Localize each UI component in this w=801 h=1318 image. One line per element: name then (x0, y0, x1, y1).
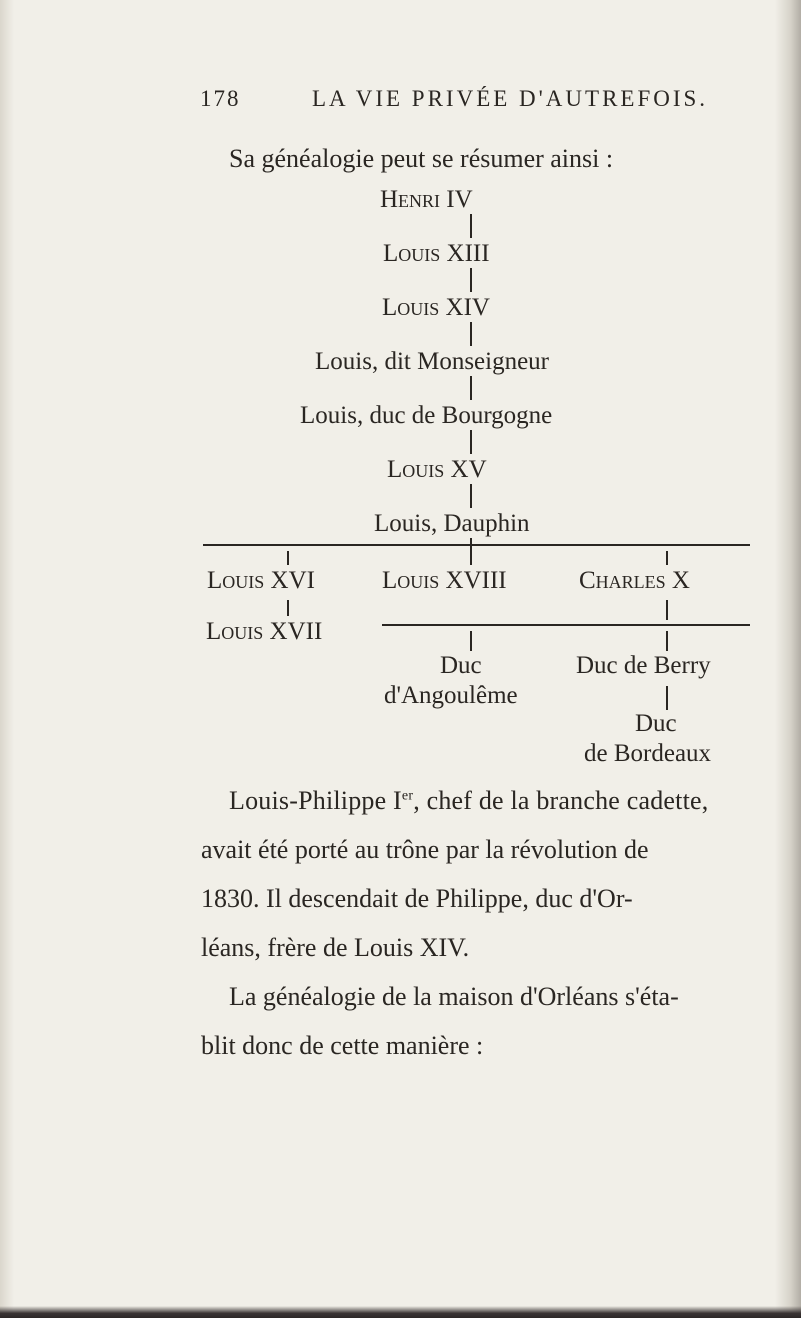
paragraph-line: La généalogie de la maison d'Orléans s'éta- (229, 982, 679, 1011)
paragraph-line: 1830. Il descendait de Philippe, duc d'Or- (201, 884, 633, 913)
node-duc-angouleme-line1: Duc (440, 652, 482, 679)
node-louis-xiii: Louis XIII (383, 240, 490, 267)
node-louis-xviii: Louis XVIII (382, 567, 507, 594)
connector-line (666, 600, 668, 620)
page-bottom-edge (0, 1306, 801, 1318)
node-louis-xvii: Louis XVII (206, 618, 323, 645)
node-henri-iv: Henri IV (380, 186, 473, 213)
node-louis-xv: Louis XV (387, 456, 487, 483)
connector-line (470, 268, 472, 292)
connector-line (470, 376, 472, 400)
node-duc-de-bourgogne: Louis, duc de Bourgogne (300, 402, 553, 429)
page-right-shadow (775, 0, 801, 1318)
paragraph-line: léans, frère de Louis XIV. (201, 933, 470, 962)
connector-line (470, 631, 472, 651)
paragraph-line: avait été porté au trône par la révolution de (201, 835, 649, 864)
node-charles-x: Charles X (579, 567, 690, 594)
connector-line (666, 551, 668, 565)
node-duc-de-berry: Duc de Berry (576, 652, 711, 679)
connector-line (287, 600, 289, 616)
node-louis-xiv: Louis XIV (382, 294, 490, 321)
connector-line (666, 631, 668, 651)
node-duc-de-bordeaux-line1: Duc (635, 710, 677, 737)
running-title: LA VIE PRIVÉE D'AUTREFOIS. (312, 86, 709, 111)
node-louis-xvi: Louis XVI (207, 567, 315, 594)
paragraph-text: Louis-Philippe I (229, 786, 402, 815)
intro-line: Sa généalogie peut se résumer ainsi : (229, 144, 614, 173)
connector-line (470, 484, 472, 508)
connector-line (470, 551, 472, 565)
paragraph-line (229, 786, 708, 816)
connector-line (470, 214, 472, 238)
connector-line (666, 686, 668, 710)
connector-line (470, 322, 472, 346)
connector-line (287, 551, 289, 565)
branch-line-charles-x (382, 624, 750, 626)
node-duc-angouleme-line2: d'Angoulême (384, 682, 518, 709)
paragraph-text: , chef de la branche cadette, (413, 786, 709, 815)
node-duc-de-bordeaux-line2: de Bordeaux (584, 740, 712, 767)
paragraph-line: blit donc de cette manière : (201, 1031, 484, 1060)
superscript: er (401, 788, 414, 804)
page-number: 178 (200, 86, 241, 111)
connector-line (470, 430, 472, 454)
branch-line-dauphin (203, 544, 750, 546)
node-monseigneur: Louis, dit Monseigneur (315, 348, 550, 375)
page-left-shadow (0, 0, 14, 1318)
node-dauphin: Louis, Dauphin (374, 510, 530, 537)
